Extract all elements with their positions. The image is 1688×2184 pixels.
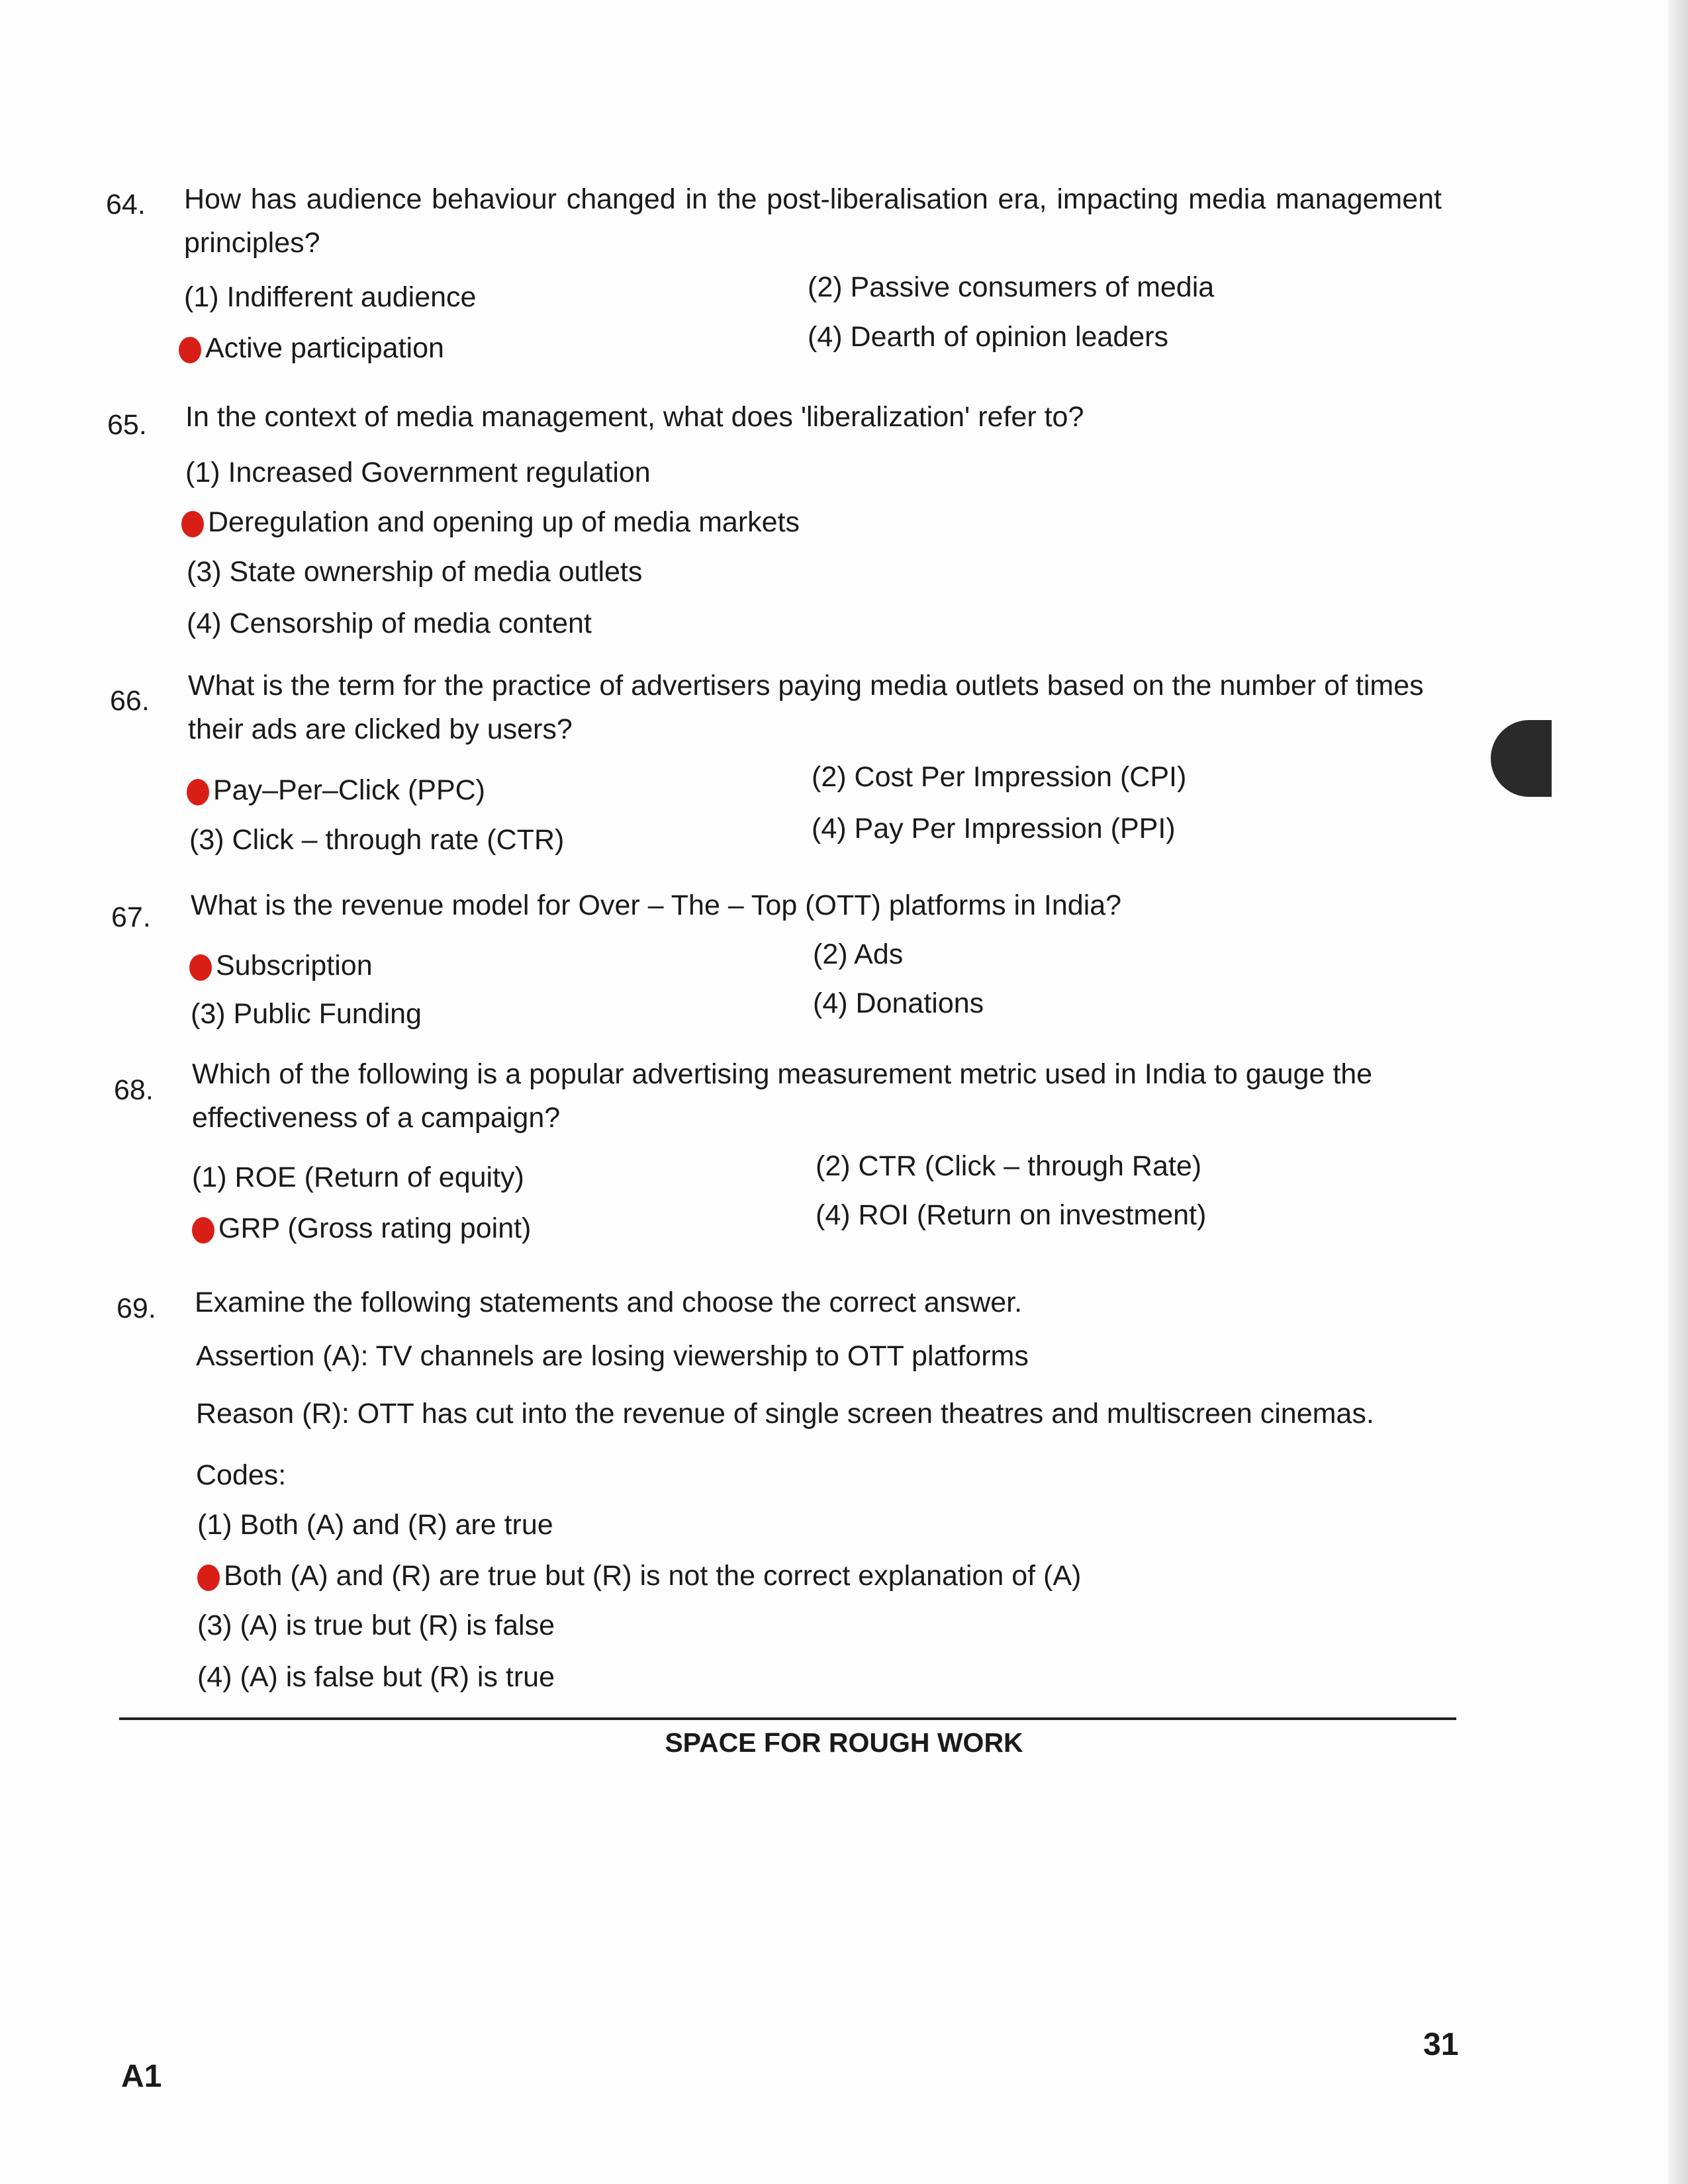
option-3-marked[interactable]: Active participation: [184, 332, 444, 365]
option-1-marked[interactable]: Pay–Per–Click (PPC): [192, 774, 485, 807]
page-edge-shadow: [1668, 0, 1688, 2184]
option-3-marked[interactable]: GRP (Gross rating point): [197, 1212, 531, 1245]
assertion-statement: Assertion (A): TV channels are losing viewership to OTT platforms: [196, 1340, 1029, 1372]
footer-divider: [119, 1717, 1456, 1720]
option-3[interactable]: (3) Public Funding: [191, 998, 422, 1030]
question-text: What is the revenue model for Over – The – Top (OTT) platforms in India?: [191, 889, 1122, 921]
question-number: 64.: [106, 189, 146, 220]
rough-work-label: SPACE FOR ROUGH WORK: [665, 1727, 1023, 1758]
question-text: Which of the following is a popular advertising measurement metric used in India to gauge the effectiveness of a campaign?: [192, 1058, 1373, 1134]
codes-label: Codes:: [196, 1459, 287, 1491]
option-4[interactable]: (4) (A) is false but (R) is true: [197, 1661, 555, 1693]
option-3[interactable]: (3) State ownership of media outlets: [187, 556, 643, 588]
answer-mark-icon: [187, 779, 209, 805]
question-number: 66.: [110, 685, 150, 717]
answer-mark-icon: [181, 511, 204, 537]
question-number: 65.: [107, 409, 147, 441]
side-index-tab: [1491, 720, 1552, 797]
question-number: 67.: [111, 901, 151, 933]
option-4[interactable]: (4) Donations: [813, 987, 984, 1019]
option-2[interactable]: (2) CTR (Click – through Rate): [816, 1150, 1202, 1182]
question-text: In the context of media management, what does 'liberalization' refer to?: [185, 401, 1084, 433]
option-4[interactable]: (4) Censorship of media content: [187, 608, 592, 639]
answer-mark-icon: [189, 954, 212, 981]
answer-mark-icon: [192, 1217, 214, 1244]
option-1[interactable]: (1) Increased Government regulation: [185, 457, 651, 488]
option-2[interactable]: (2) Cost Per Impression (CPI): [812, 761, 1187, 793]
option-2-marked[interactable]: Deregulation and opening up of media markets: [187, 506, 800, 539]
option-1-marked[interactable]: Subscription: [195, 950, 373, 982]
answer-mark-icon: [197, 1565, 220, 1591]
option-1[interactable]: (1) Both (A) and (R) are true: [197, 1509, 553, 1541]
option-3[interactable]: (3) Click – through rate (CTR): [189, 824, 565, 856]
question-text: Examine the following statements and choose the correct answer.: [195, 1287, 1023, 1318]
option-4[interactable]: (4) Pay Per Impression (PPI): [812, 813, 1176, 844]
page-number: 31: [1423, 2027, 1459, 2062]
option-1[interactable]: (1) ROE (Return of equity): [192, 1161, 524, 1193]
option-2-marked[interactable]: Both (A) and (R) are true but (R) is not the correct explanation of (A): [203, 1560, 1081, 1592]
question-number: 69.: [117, 1293, 156, 1324]
answer-mark-icon: [179, 337, 201, 363]
question-text: What is the term for the practice of advertisers paying media outlets based on the number of times their ads are clicked by users?: [188, 670, 1424, 745]
option-1[interactable]: (1) Indifferent audience: [184, 281, 477, 313]
question-text: How has audience behaviour changed in the post-liberalisation era, impacting media management principles?: [184, 183, 1442, 259]
option-4[interactable]: (4) Dearth of opinion leaders: [808, 321, 1168, 353]
option-2[interactable]: (2) Ads: [813, 938, 904, 970]
booklet-code: A1: [121, 2059, 162, 2094]
option-3[interactable]: (3) (A) is true but (R) is false: [197, 1610, 555, 1641]
option-4[interactable]: (4) ROI (Return on investment): [816, 1199, 1207, 1231]
reason-statement: Reason (R): OTT has cut into the revenue of single screen theatres and multiscreen cinemas.: [196, 1398, 1374, 1430]
question-number: 68.: [114, 1074, 154, 1106]
option-2[interactable]: (2) Passive consumers of media: [808, 271, 1215, 303]
